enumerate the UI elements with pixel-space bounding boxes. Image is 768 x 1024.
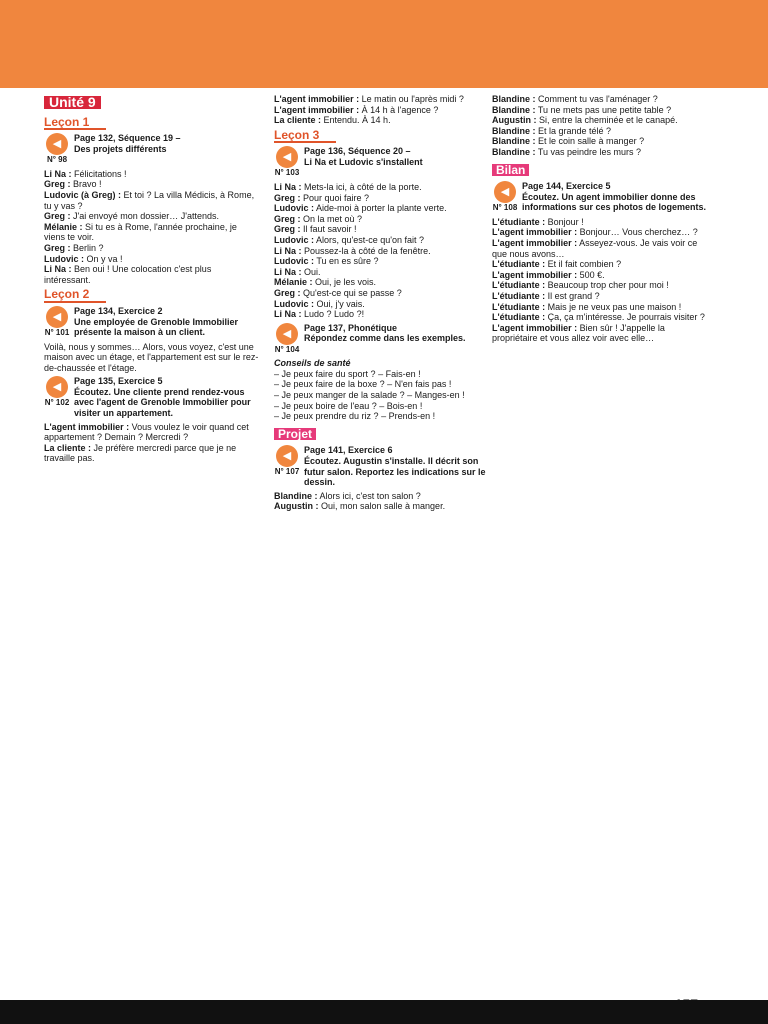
line-text: Et toi ? La villa Médicis, à Rome, tu y vas ? [44,189,255,211]
track-number: N° 108 [492,203,518,213]
line-text: Tu en es sûre ? [314,256,379,267]
dialogue-line [492,270,707,281]
track-number: N° 98 [46,155,68,165]
dialogue-line [492,291,707,302]
line-text: Ludo ? Ludo ?! [301,309,365,320]
speaker-name: Li Na : [44,168,72,179]
speaker-name: Ludovic : [274,256,314,267]
speaker-name: Blandine : [492,94,536,104]
speaker-name: Blandine : [492,146,536,157]
exercise-title: Des projets différents [74,143,167,154]
speaker-name: Ludovic : [274,203,314,214]
lecon-2-heading: Leçon 2 [44,289,259,303]
speaker-name: L'étudiante : [492,259,546,270]
speaker-name: L'étudiante : [492,290,546,301]
speaker-icon[interactable]: ◀ [276,146,298,168]
speaker-name: L'agent immobilier : [492,269,578,280]
exercise-ref: Page 136, Séquence 20 – [304,146,411,157]
dialogue-line [274,105,489,116]
speaker-icon[interactable]: ◀ [46,376,68,398]
line-text: Oui, je les vois. [312,277,377,288]
line-text: Il faut savoir ! [300,224,357,235]
speaker-icon[interactable]: ◀ [276,323,298,345]
line-text: On y va ! [84,253,123,264]
dialogue-line [274,309,489,320]
dialogue-line [492,312,707,323]
dialogue-line [492,115,707,126]
dialogue-line [274,267,489,278]
speaker-name: L'agent immobilier : [492,237,578,248]
list-item: – Je peux prendre du riz ? – Prends-en ! [274,411,436,422]
line-text: Comment tu vas l'aménager ? [535,94,658,104]
line-text: On la met où ? [300,213,363,224]
dialogue-line [492,323,707,344]
line-text: Bien sûr ! J'appelle la propriétaire et vous allez voir avec elle… [492,322,665,344]
dialogue-line [492,126,707,137]
dialogue-line [492,94,707,105]
list-item: – Je peux manger de la salade ? – Manges-en ! [274,390,465,401]
line-text: J'ai envoyé mon dossier… J'attends. [70,211,220,222]
dialogue-line [274,501,489,512]
exercise-block [274,146,489,179]
track-number: N° 104 [274,344,300,354]
dialogue-line [274,214,489,225]
speaker-name: Li Na : [44,264,72,275]
line-text: 500 €. [577,269,605,280]
speaker-name: Mélanie : [274,277,313,288]
line-text: Et il fait combien ? [545,259,622,270]
dialogue [492,94,707,158]
line-text: Pour quoi faire ? [300,192,370,203]
exercise-title: Écoutez. Un agent immobilier donne des informations sur ces photos de logements. [522,191,707,213]
exercise-ref: Page 135, Exercice 5 [74,376,163,387]
paragraph: Voilà, nous y sommes… Alors, vous voyez, c'est une maison avec un étage, et l'appartement est sur le rez-de-chaussée et l'étage. [44,341,259,373]
dialogue-line [492,302,707,313]
dialogue [274,182,489,320]
line-text: À 14 h à l'agence ? [359,104,439,115]
dialogue-line [492,147,707,158]
speaker-name: Ludovic : [274,234,314,245]
lecon-1-heading: Leçon 1 [44,117,259,131]
line-text: Le matin ou l'après midi ? [359,94,464,104]
line-text: Qu'est-ce qui se passe ? [300,287,402,298]
speaker-name: Ludovic : [44,253,84,264]
speaker-name: Li Na : [274,245,302,256]
dialogue-line [274,277,489,288]
exercise-block [44,306,259,339]
dialogue-line [44,443,259,464]
speaker-name: Blandine : [492,125,536,136]
line-text: Je préfère mercredi parce que je ne travaille pas. [44,442,237,464]
speaker-name: Ludovic (à Greg) : [44,189,122,200]
line-text: Oui, j'y vais. [314,298,365,309]
dialogue-line [274,94,489,105]
bilan-heading: Bilan [492,164,529,177]
speaker-name: L'agent immobilier : [492,227,578,238]
exercise-ref: Page 134, Exercice 2 [74,305,163,316]
speaker-name: L'étudiante : [492,216,546,227]
speaker-name: Ludovic : [274,298,314,309]
speaker-icon[interactable]: ◀ [276,445,298,467]
dialogue [274,94,489,126]
dialogue-line [492,227,707,238]
dialogue-line [492,217,707,228]
dialogue-line [44,243,259,254]
column-3 [492,94,707,974]
dialogue-line [44,179,259,190]
speaker-name: Li Na : [274,266,302,277]
speaker-name: La cliente : [44,442,92,453]
dialogue-line [274,246,489,257]
dialogue-line [44,211,259,222]
column-1 [44,94,259,974]
line-text: Si tu es à Rome, l'année prochaine, je viens te voir. [44,221,237,243]
line-text: Et le coin salle à manger ? [535,136,645,147]
speaker-name: L'étudiante : [492,312,546,323]
dialogue [44,422,259,464]
line-text: Et la grande télé ? [535,125,612,136]
speaker-name: L'agent immobilier : [274,104,360,115]
dialogue [44,169,259,286]
line-text: Félicitations ! [71,168,127,179]
dialogue-line [274,193,489,204]
speaker-name: Greg : [274,287,301,298]
track-number: N° 103 [274,168,300,178]
track-number: N° 101 [44,327,70,337]
line-text: Oui. [301,266,321,277]
column-2 [274,94,489,974]
dialogue-line [492,105,707,116]
speaker-name: Greg : [44,179,71,190]
dialogue-line [44,254,259,265]
dialogue-line [274,256,489,267]
line-text: Oui, mon salon salle à manger. [318,501,446,512]
speaker-name: L'agent immobilier : [44,421,130,432]
speaker-name: Augustin : [492,115,537,126]
speaker-name: L'étudiante : [492,280,546,291]
speaker-name: Augustin : [274,501,319,512]
speaker-name: Li Na : [274,181,302,192]
speaker-icon[interactable]: ◀ [494,181,516,203]
projet-heading: Projet [274,428,316,441]
dialogue-line [274,235,489,246]
header-band [0,0,768,88]
line-text: Bonjour ! [545,216,584,227]
speaker-name: Li Na : [274,309,302,320]
line-text: Alors, qu'est-ce qu'on fait ? [314,234,424,245]
line-text: Ben oui ! Une colocation c'est plus intéressant. [44,264,212,285]
track-number: N° 107 [274,467,300,477]
exercise-title: Une employée de Grenoble Immobilier présente la maison à un client. [74,316,239,338]
exercise-title: Li Na et Ludovic s'installent [304,156,423,167]
line-text: Si, entre la cheminée et le canapé. [536,115,678,126]
track-number: N° 102 [44,398,70,408]
exercise-block [44,133,259,166]
dialogue-line [44,222,259,243]
section-subtitle: Conseils de santé [274,358,351,369]
dialogue-line [274,182,489,193]
speaker-name: Greg : [274,213,301,224]
line-text: Asseyez-vous. Je vais voir ce que nous avons… [492,237,698,259]
line-text: Poussez-la à côté de la fenêtre. [301,245,431,256]
line-text: Mets-la ici, à côté de la porte. [301,181,422,192]
dialogue-line [492,136,707,147]
speaker-name: Greg : [274,192,301,203]
exercise-block [44,376,259,418]
dialogue [492,217,707,344]
dialogue-line [492,238,707,259]
line-text: Vous voulez le voir quand cet appartement ? Demain ? Mercredi ? [44,421,249,443]
dialogue-line [274,491,489,502]
line-text: Bravo ! [70,179,102,190]
dialogue-line [44,264,259,285]
line-text: Beaucoup trop cher pour moi ! [545,280,669,291]
line-text: Tu ne mets pas une petite table ? [535,104,672,115]
bottom-bar [0,1000,768,1024]
dialogue-line [44,422,259,443]
line-text: Aide-moi à porter la plante verte. [314,203,447,214]
dialogue-line [274,288,489,299]
dialogue-line [274,224,489,235]
exercise-title: Écoutez. Augustin s'installe. Il décrit son futur salon. Reportez les indications sur le dessin. [304,456,486,488]
exercise-block [492,181,707,214]
line-text: Alors ici, c'est ton salon ? [317,490,421,501]
lecon-3-heading: Leçon 3 [274,130,489,144]
line-text: Berlin ? [70,242,104,253]
speaker-name: Blandine : [492,136,536,147]
list-item: – Je peux boire de l'eau ? – Bois-en ! [274,400,423,411]
line-text: Ça, ça m'intéresse. Je pourrais visiter ? [545,312,705,323]
speaker-icon[interactable]: ◀ [46,306,68,328]
dialogue-line [274,203,489,214]
line-text: Tu vas peindre les murs ? [535,146,642,157]
page [30,88,738,993]
list-item: – Je peux faire de la boxe ? – N'en fais pas ! [274,379,452,390]
phonetics-list [274,369,489,422]
speaker-name: Blandine : [492,104,536,115]
line-text: Bonjour… Vous cherchez… ? [577,227,698,238]
speaker-name: La cliente : [274,115,322,126]
exercise-title: Répondez comme dans les exemples. [304,333,466,344]
list-item: – Je peux faire du sport ? – Fais-en ! [274,368,421,379]
speaker-name: Greg : [274,224,301,235]
speaker-name: Greg : [44,211,71,222]
unit-title: Unité 9 [44,96,101,109]
exercise-block [274,323,489,356]
speaker-name: L'agent immobilier : [274,94,360,104]
exercise-block [274,445,489,487]
speaker-name: Mélanie : [44,221,83,232]
line-text: Entendu. À 14 h. [321,115,391,126]
speaker-name: L'agent immobilier : [492,322,578,333]
speaker-icon[interactable]: ◀ [46,133,68,155]
exercise-ref: Page 141, Exercice 6 [304,445,393,456]
line-text: Mais je ne veux pas une maison ! [545,301,682,312]
speaker-name: L'étudiante : [492,301,546,312]
speaker-name: Blandine : [274,490,318,501]
dialogue-line [492,280,707,291]
exercise-ref: Page 137, Phonétique [304,322,398,333]
dialogue-line [274,115,489,126]
line-text: Il est grand ? [545,290,600,301]
exercise-title: Écoutez. Une cliente prend rendez-vous avec l'agent de Grenoble Immobilier pour visiter un appartement. [74,386,251,419]
dialogue-line [492,259,707,270]
dialogue [274,491,489,512]
dialogue-line [274,299,489,310]
dialogue-line [44,169,259,180]
exercise-ref: Page 132, Séquence 19 – [74,133,181,144]
speaker-name: Greg : [44,242,71,253]
exercise-ref: Page 144, Exercice 5 [522,181,611,192]
dialogue-line [44,190,259,211]
